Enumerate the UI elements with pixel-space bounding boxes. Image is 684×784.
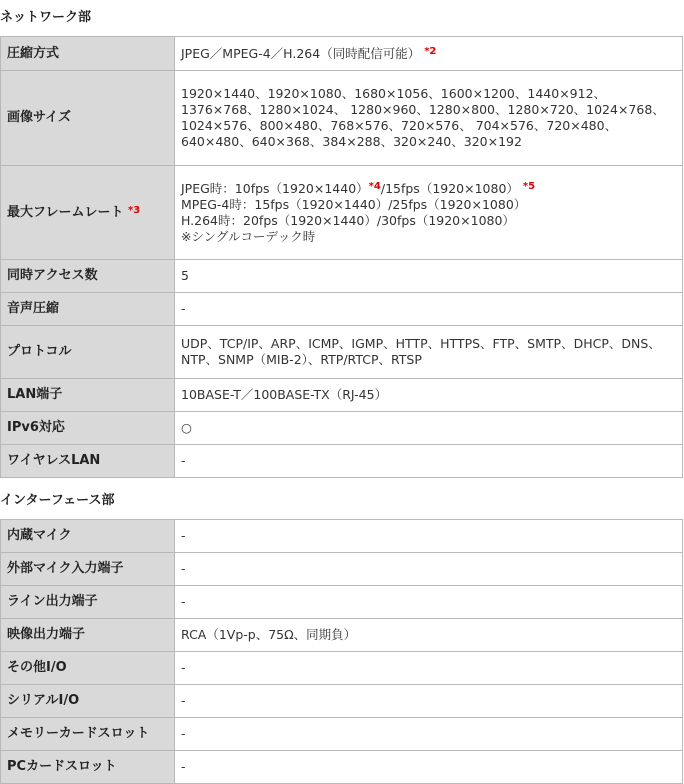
spec-row-framerate [1,166,683,260]
spec-value: - [175,718,683,751]
spec-value: ○ [175,412,683,445]
spec-value [175,37,683,71]
spec-value: - [175,586,683,619]
protocol-line: NTP、SNMP（MIB-2）、RTP/RTCP、RTSP [181,352,422,367]
framerate-line: H.264時：20fps（1920×1440）/30fps（1920×1080） [181,212,515,228]
footnote-marker: *2 [424,45,437,57]
resolution-line: 1920×1440、1920×1080、1680×1056、1600×1200、1440×912、 [181,86,607,101]
spec-row-lan [1,379,683,412]
spec-label: 音声圧縮 [1,293,175,326]
spec-row-ext-mic [1,553,683,586]
spec-row-serial-io [1,685,683,718]
spec-label: 映像出力端子 [1,619,175,652]
framerate-line: ※シングルコーデック時 [181,228,316,244]
spec-row-access [1,260,683,293]
spec-label: プロトコル [1,326,175,379]
spec-label: ライン出力端子 [1,586,175,619]
protocol-line: UDP、TCP/IP、ARP、ICMP、IGMP、HTTP、HTTPS、FTP、SMTP、DHCP、DNS、 [181,336,661,351]
spec-value: - [175,293,683,326]
spec-label: シリアルI/O [1,685,175,718]
spec-value [175,71,683,166]
spec-label: 圧縮方式 [1,37,175,71]
spec-label: その他I/O [1,652,175,685]
spec-value [175,326,683,379]
spec-row-protocol [1,326,683,379]
spec-value [175,166,683,260]
spec-row-audio [1,293,683,326]
footnote-marker: *4 [368,180,381,192]
spec-label: メモリーカードスロット [1,718,175,751]
spec-value: - [175,445,683,478]
footnote-marker: *3 [128,204,141,216]
spec-value: RCA（1Vp-p、75Ω、同期負） [175,619,683,652]
network-spec-table [0,36,683,478]
framerate-line [181,181,678,197]
spec-row-mic [1,520,683,553]
spec-value: 10BASE-T／100BASE-TX（RJ-45） [175,379,683,412]
spec-value: - [175,520,683,553]
footnote-marker: *5 [522,180,536,192]
framerate-jpeg-text: JPEG時：10fps（1920×1440） [181,180,369,196]
spec-label: 画像サイズ [1,71,175,166]
spec-label: 内蔵マイク [1,520,175,553]
spec-label: 外部マイク入力端子 [1,553,175,586]
spec-row-pc-card [1,751,683,784]
spec-row-video-out [1,619,683,652]
spec-label [1,166,175,260]
spec-label: IPv6対応 [1,412,175,445]
spec-row-wireless [1,445,683,478]
spec-row-ipv6 [1,412,683,445]
spec-row-other-io [1,652,683,685]
spec-label: LAN端子 [1,379,175,412]
framerate-line: MPEG-4時：15fps（1920×1440）/25fps（1920×1080） [181,196,527,212]
interface-spec-table [0,519,683,784]
spec-value: - [175,751,683,784]
spec-label: ワイヤレスLAN [1,445,175,478]
framerate-label: 最大フレームレート [7,204,124,220]
resolution-line: 640×480、640×368、384×288、320×240、320×192 [181,134,522,149]
spec-row-line-out [1,586,683,619]
framerate-jpeg-text-2: /15fps（1920×1080） [380,180,519,196]
spec-row-resolution [1,71,683,166]
network-section-title: ネットワーク部 [0,10,92,25]
resolution-line: 1024×576、800×480、768×576、720×576、 704×576、720×480、 [181,118,618,133]
spec-row-compression [1,37,683,71]
resolution-line: 1376×768、1280×1024、 1280×960、1280×800、1280×720、1024×768、 [181,102,665,117]
spec-label: PCカードスロット [1,751,175,784]
spec-value: - [175,553,683,586]
spec-value: - [175,685,683,718]
spec-value: 5 [175,260,683,293]
spec-label: 同時アクセス数 [1,260,175,293]
spec-value: - [175,652,683,685]
spec-row-memory-card [1,718,683,751]
interface-section-title: インターフェース部 [0,493,115,508]
compression-value: JPEG／MPEG-4／H.264（同時配信可能） [181,45,421,61]
